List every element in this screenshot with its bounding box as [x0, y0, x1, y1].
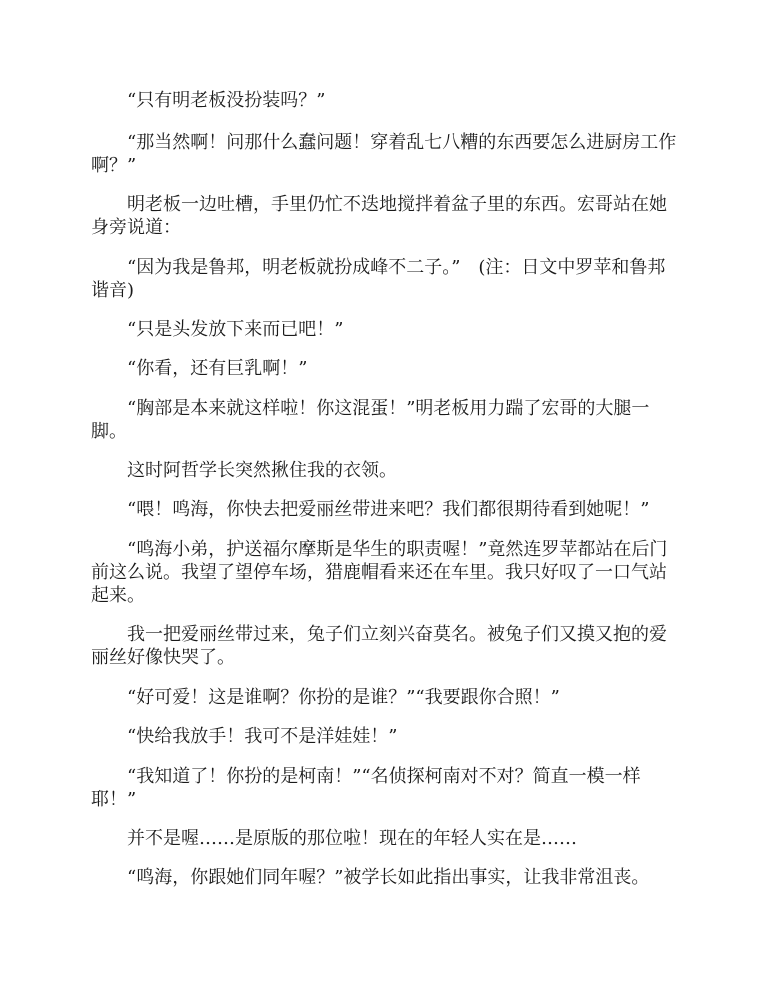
paragraph: “只是头发放下来而已吧！”	[127, 319, 344, 340]
paragraph: “鸣海，你跟她们同年喔？”被学长如此指出事实，让我非常沮丧。	[127, 867, 650, 888]
paragraph: “鸣海小弟，护送福尔摩斯是华生的职责喔！”竟然连罗苹都站在后门前这么说。我望了望停车场，猎鹿帽看来还在车里。我只好叹了一口气站起来。	[91, 539, 668, 606]
paragraph: 并不是喔……是原版的那位啦！现在的年轻人实在是……	[127, 828, 577, 849]
document-page	[91, 0, 678, 990]
paragraph: “好可爱！这是谁啊？你扮的是谁？”“我要跟你合照！”	[127, 687, 560, 708]
paragraph: 这时阿哲学长突然揪住我的衣领。	[127, 460, 397, 481]
paragraph: “那当然啊！问那什么蠢问题！穿着乱七八糟的东西要怎么进厨房工作啊？”	[91, 132, 677, 176]
paragraph: 我一把爱丽丝带过来，兔子们立刻兴奋莫名。被兔子们又摸又抱的爱丽丝好像快哭了。	[91, 624, 667, 668]
paragraph: “你看，还有巨乳啊！”	[127, 358, 308, 379]
paragraph: 明老板一边吐槽，手里仍忙不迭地搅拌着盆子里的东西。宏哥站在她身旁说道：	[91, 194, 667, 238]
paragraph: “因为我是鲁邦，明老板就扮成峰不二子。” (注：日文中罗苹和鲁邦谐音)	[91, 257, 666, 301]
paragraph: “快给我放手！我可不是洋娃娃！”	[127, 726, 398, 747]
paragraph: “只有明老板没扮装吗？”	[127, 90, 326, 111]
paragraph: “我知道了！你扮的是柯南！”“名侦探柯南对不对？简直一模一样耶！”	[91, 766, 641, 810]
paragraph: “胸部是本来就这样啦！你这混蛋！”明老板用力踹了宏哥的大腿一脚。	[91, 398, 650, 442]
paragraph: “喂！鸣海，你快去把爱丽丝带进来吧？我们都很期待看到她呢！”	[127, 499, 650, 520]
